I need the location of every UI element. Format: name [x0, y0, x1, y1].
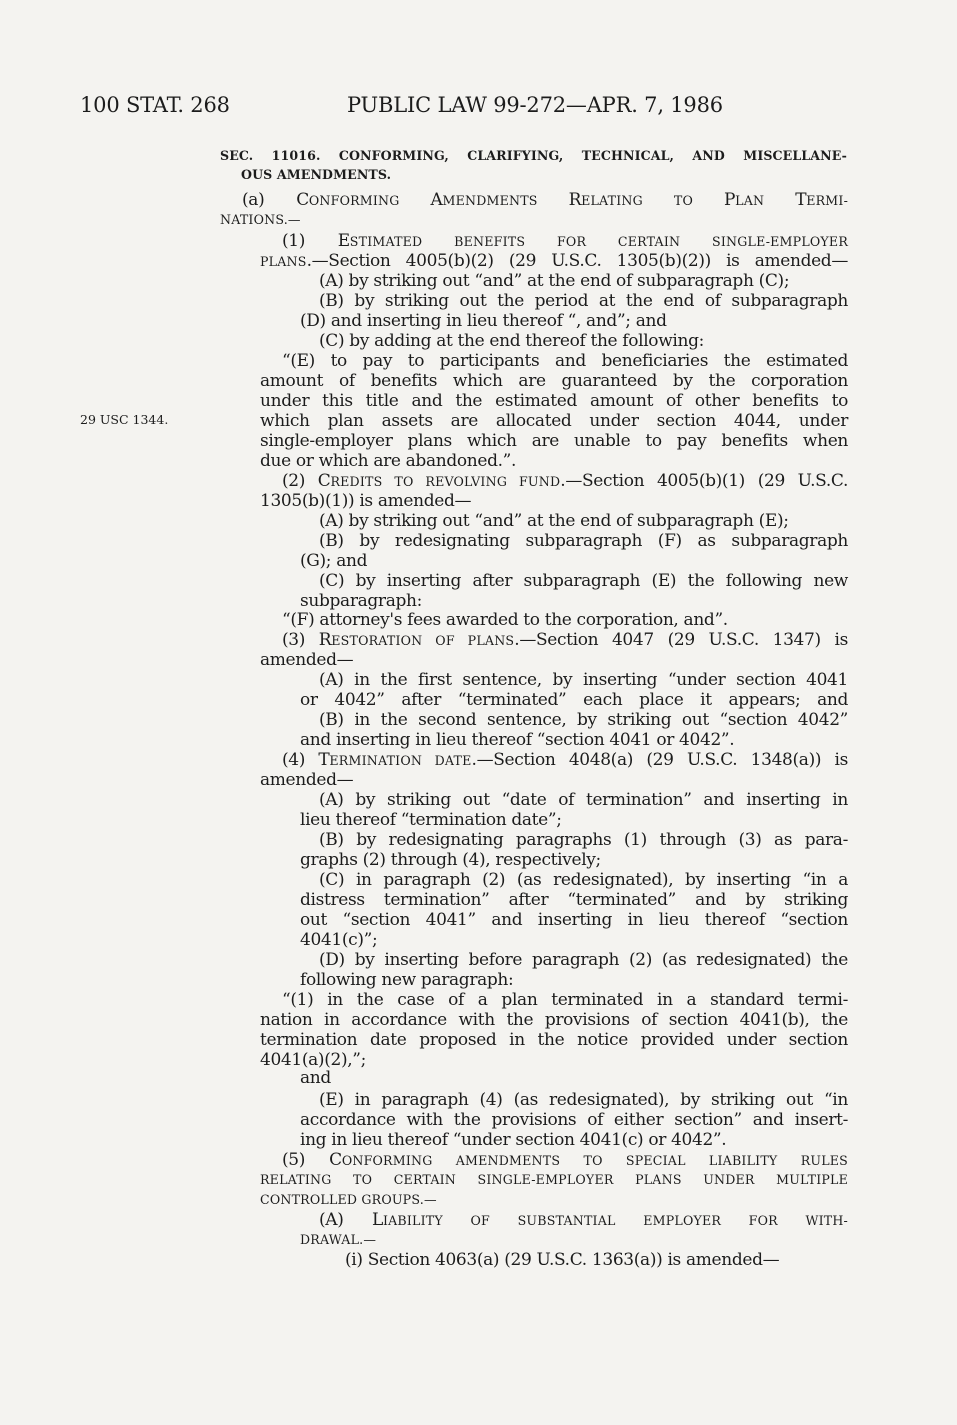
text-line: (A) by striking out “date of termination” and inserting in: [319, 790, 848, 810]
text-line: accordance with the provisions of either section” and insert-: [300, 1110, 848, 1130]
text-line: amended—: [260, 650, 354, 670]
text-line: (1) ESTIMATED BENEFITS FOR CERTAIN SINGLE-EMPLOYER: [282, 231, 848, 251]
text-line: (C) in paragraph (2) (as redesignated), by inserting “in a: [319, 870, 848, 890]
text-line: 4041(c)”;: [300, 930, 378, 950]
text-line: (G); and: [300, 551, 368, 571]
text-line: RELATING TO CERTAIN SINGLE-EMPLOYER PLANS UNDER MULTIPLE: [260, 1172, 848, 1187]
text-line: termination date proposed in the notice provided under section: [260, 1030, 848, 1050]
text-line: (a) CONFORMING AMENDMENTS RELATING TO PLAN TERMI-: [242, 190, 849, 210]
text-line: (B) by redesignating subparagraph (F) as subparagraph: [319, 531, 848, 551]
text-line: amended—: [260, 770, 354, 790]
text-line: (i) Section 4063(a) (29 U.S.C. 1363(a)) is amended—: [345, 1250, 780, 1270]
text-line: (4) TERMINATION DATE.—Section 4048(a) (29 U.S.C. 1348(a)) is: [282, 750, 848, 770]
running-header-title: PUBLIC LAW 99-272—APR. 7, 1986: [347, 93, 723, 117]
text-line: SEC. 11016. CONFORMING, CLARIFYING, TECHNICAL, AND MISCELLANE-: [220, 148, 847, 163]
text-line: PLANS.—Section 4005(b)(2) (29 U.S.C. 1305(b)(2)) is amended—: [260, 251, 848, 271]
text-line: (A) in the first sentence, by inserting “under section 4041: [319, 670, 848, 690]
text-line: distress termination” after “terminated” and by striking: [300, 890, 848, 910]
text-line: (E) in paragraph (4) (as redesignated), by striking out “in: [319, 1090, 848, 1110]
text-line: OUS AMENDMENTS.: [241, 167, 392, 182]
text-line: (3) RESTORATION OF PLANS.—Section 4047 (29 U.S.C. 1347) is: [282, 630, 848, 650]
text-line: (5) CONFORMING AMENDMENTS TO SPECIAL LIABILITY RULES: [282, 1150, 848, 1170]
text-line: following new paragraph:: [300, 970, 514, 990]
text-line: (C) by adding at the end thereof the following:: [319, 331, 704, 351]
text-line: under this title and the estimated amount of other benefits to: [260, 391, 848, 411]
page-stat-reference: 100 STAT. 268: [80, 93, 230, 117]
text-line: graphs (2) through (4), respectively;: [300, 850, 601, 870]
text-line: nation in accordance with the provisions of section 4041(b), the: [260, 1010, 848, 1030]
text-line: (A) LIABILITY OF SUBSTANTIAL EMPLOYER FOR WITH-: [319, 1210, 849, 1230]
text-line: (B) by striking out the period at the end of subparagraph: [319, 291, 848, 311]
text-line: 1305(b)(1)) is amended—: [260, 491, 472, 511]
text-line: NATIONS.—: [220, 212, 301, 227]
text-line: (A) by striking out “and” at the end of subparagraph (C);: [319, 271, 790, 291]
text-line: or 4042” after “terminated” each place it appears; and: [300, 690, 848, 710]
text-line: “(F) attorney's fees awarded to the corporation, and”.: [282, 610, 728, 630]
text-line: subparagraph:: [300, 591, 422, 611]
text-line: DRAWAL.—: [300, 1232, 377, 1247]
text-line: (D) and inserting in lieu thereof “, and”; and: [300, 311, 667, 331]
text-line: ing in lieu thereof “under section 4041(c) or 4042”.: [300, 1130, 727, 1150]
text-line: (B) by redesignating paragraphs (1) through (3) as para-: [319, 830, 848, 850]
text-line: (B) in the second sentence, by striking out “section 4042”: [319, 710, 848, 730]
text-line: and: [300, 1068, 331, 1088]
text-line: “(E) to pay to participants and beneficiaries the estimated: [282, 351, 848, 371]
text-line: which plan assets are allocated under section 4044, under: [260, 411, 848, 431]
text-line: (D) by inserting before paragraph (2) (as redesignated) the: [319, 950, 848, 970]
text-line: (2) CREDITS TO REVOLVING FUND.—Section 4005(b)(1) (29 U.S.C.: [282, 471, 849, 491]
text-line: (A) by striking out “and” at the end of subparagraph (E);: [319, 511, 789, 531]
text-line: out “section 4041” and inserting in lieu thereof “section: [300, 910, 848, 930]
margin-citation: 29 USC 1344.: [80, 412, 169, 427]
text-line: 4041(a)(2),”;: [260, 1050, 367, 1070]
text-line: CONTROLLED GROUPS.—: [260, 1192, 437, 1207]
text-line: “(1) in the case of a plan terminated in a standard termi-: [282, 990, 848, 1010]
text-line: due or which are abandoned.”.: [260, 451, 517, 471]
text-line: single-employer plans which are unable to pay benefits when: [260, 431, 848, 451]
text-line: (C) by inserting after subparagraph (E) the following new: [319, 571, 848, 591]
text-line: lieu thereof “termination date”;: [300, 810, 562, 830]
text-line: and inserting in lieu thereof “section 4041 or 4042”.: [300, 730, 735, 750]
text-line: amount of benefits which are guaranteed by the corporation: [260, 371, 848, 391]
